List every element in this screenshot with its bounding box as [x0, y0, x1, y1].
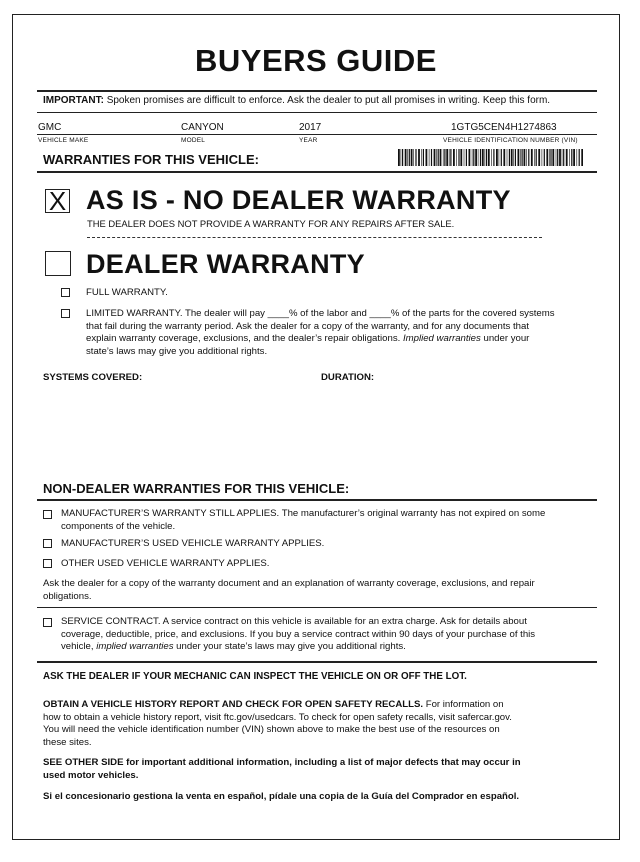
history-line: these sites.	[43, 736, 92, 748]
mfr-warranty-line: components of the vehicle.	[61, 520, 176, 532]
history-line	[43, 699, 603, 712]
barcode-bar	[531, 149, 533, 166]
barcode-bar	[562, 149, 563, 166]
barcode-bar	[488, 149, 490, 166]
barcode-bar	[522, 149, 523, 166]
barcode-bar	[466, 149, 467, 166]
implied-warranties-rest: under your	[480, 333, 530, 344]
barcode-bar	[478, 149, 479, 166]
vehicle-vin-label: VEHICLE IDENTIFICATION NUMBER (VIN)	[443, 137, 578, 144]
limited-warranty-line: state’s laws may give you additional rights.	[86, 345, 268, 357]
barcode-bar	[518, 149, 520, 166]
barcode-bar	[501, 149, 502, 166]
other-side-line	[43, 757, 603, 770]
barcode-bar	[405, 149, 407, 166]
barcode-bar	[411, 149, 413, 166]
barcode-bar	[571, 149, 572, 166]
barcode-bar	[577, 149, 578, 166]
barcode-bar	[528, 149, 529, 166]
history-bold: OBTAIN A VEHICLE HISTORY REPORT AND CHECK FOR OPEN SAFETY RECALLS.	[43, 699, 424, 710]
mfr-used-warranty-label: MANUFACTURER’S USED VEHICLE WARRANTY APPLIES.	[61, 538, 325, 549]
barcode-bar	[485, 149, 486, 166]
other-used-warranty-checkbox[interactable]	[43, 559, 52, 568]
barcode-bar	[440, 149, 442, 166]
service-contract-line: SERVICE CONTRACT. A service contract on this vehicle is available for an extra charge. Ask for details about	[61, 616, 527, 627]
barcode-bar	[482, 149, 484, 166]
as-is-subtitle: THE DEALER DOES NOT PROVIDE A WARRANTY FOR ANY REPAIRS AFTER SALE.	[87, 218, 455, 229]
barcode-bar	[569, 149, 570, 166]
systems-covered-label: SYSTEMS COVERED:	[43, 372, 143, 383]
limited-warranty-checkbox[interactable]	[61, 309, 70, 318]
vehicle-year-value: 2017	[299, 122, 322, 133]
buyers-guide-form	[12, 14, 620, 840]
barcode-bar	[557, 149, 558, 166]
divider	[37, 171, 597, 173]
barcode-bar	[491, 149, 492, 166]
barcode-bar	[526, 149, 527, 166]
barcode-bar	[496, 149, 498, 166]
limited-warranty-line	[86, 333, 596, 346]
barcode-bar	[472, 149, 473, 166]
barcode-bar	[486, 149, 487, 166]
barcode-bar	[556, 149, 557, 166]
implied-warranties-italic: Implied warranties	[402, 333, 481, 344]
barcode-bar	[415, 149, 416, 166]
barcode-bar	[581, 149, 583, 166]
barcode-bar	[475, 149, 477, 166]
vehicle-history-section	[43, 699, 603, 749]
warranties-heading: WARRANTIES FOR THIS VEHICLE:	[43, 152, 259, 167]
ask-dealer-line: Ask the dealer for a copy of the warranty document and an explanation of warranty coverage, exclusions, and repair	[43, 578, 535, 589]
limited-warranty-line-text: explain warranty coverage, exclusions, and the dealer’s repair obligations.	[86, 333, 401, 344]
service-contract-line	[61, 641, 535, 654]
barcode-bar	[509, 149, 510, 166]
barcode-bar	[493, 149, 494, 166]
barcode-bar	[444, 149, 445, 166]
barcode-bar	[446, 149, 448, 166]
vehicle-make-label: VEHICLE MAKE	[38, 137, 89, 144]
vehicle-year-label: YEAR	[299, 137, 318, 144]
barcode-bar	[402, 149, 403, 166]
barcode-bar	[453, 149, 455, 166]
barcode-bar	[431, 149, 432, 166]
implied-warranties-italic: implied warranties	[96, 641, 174, 652]
mfr-used-warranty-checkbox[interactable]	[43, 539, 52, 548]
barcode-bar	[515, 149, 516, 166]
limited-warranty-text	[86, 308, 596, 358]
barcode-bar	[538, 149, 540, 166]
dashed-divider	[87, 237, 542, 238]
vin-barcode	[398, 149, 583, 166]
barcode-bar	[449, 149, 450, 166]
barcode-bar	[458, 149, 459, 166]
history-line: how to obtain a vehicle history report, visit ftc.gov/usedcars. To check for open safety recalls, visit safercar.gov.	[43, 711, 512, 723]
barcode-bar	[426, 149, 428, 166]
barcode-bar	[438, 149, 439, 166]
barcode-bar	[507, 149, 508, 166]
other-side-bold: SEE OTHER SIDE	[43, 757, 124, 768]
vehicle-info-line	[37, 134, 597, 135]
full-warranty-checkbox[interactable]	[61, 288, 70, 297]
important-text: Spoken promises are difficult to enforce. Ask the dealer to put all promises in writing. Keep this form.	[106, 95, 551, 106]
checked-x-mark: X	[48, 186, 67, 216]
divider	[37, 499, 597, 501]
barcode-bar	[443, 149, 444, 166]
history-rest: For information on	[423, 699, 504, 710]
barcode-bar	[550, 149, 551, 166]
mfr-warranty-still-applies-text	[61, 508, 545, 533]
important-notice	[43, 95, 550, 106]
barcode-bar	[460, 149, 462, 166]
barcode-bar	[398, 149, 400, 166]
divider	[37, 661, 597, 663]
barcode-bar	[429, 149, 430, 166]
see-other-side-notice	[43, 757, 603, 782]
barcode-bar	[464, 149, 465, 166]
dealer-warranty-checkbox[interactable]	[45, 251, 71, 276]
barcode-bar	[549, 149, 550, 166]
barcode-bar	[563, 149, 564, 166]
barcode-bar	[536, 149, 537, 166]
dealer-warranty-title: DEALER WARRANTY	[86, 249, 365, 279]
service-contract-line3-post: under your state’s laws may give you additional rights.	[173, 641, 406, 652]
barcode-bar	[469, 149, 471, 166]
other-side-rest: for important additional information, including a list of major defects that may occur in	[123, 757, 521, 768]
barcode-bar	[573, 149, 575, 166]
mechanic-inspection-notice: ASK THE DEALER IF YOUR MECHANIC CAN INSPECT THE VEHICLE ON OR OFF THE LOT.	[43, 671, 467, 682]
barcode-bar	[534, 149, 535, 166]
divider	[37, 90, 597, 92]
service-contract-line3-pre: vehicle,	[61, 641, 97, 652]
important-label: IMPORTANT:	[43, 95, 104, 106]
barcode-bar	[423, 149, 424, 166]
limited-warranty-line: that fail during the warranty period. Ask the dealer for a copy of the warranty, and for any documents that	[86, 320, 529, 332]
barcode-bar	[421, 149, 422, 166]
barcode-bar	[450, 149, 451, 166]
barcode-bar	[524, 149, 526, 166]
barcode-bar	[566, 149, 568, 166]
barcode-bar	[579, 149, 580, 166]
barcode-bar	[413, 149, 414, 166]
vehicle-model-label: MODEL	[181, 137, 206, 144]
non-dealer-heading: NON-DEALER WARRANTIES FOR THIS VEHICLE:	[43, 481, 350, 496]
barcode-bar	[503, 149, 505, 166]
as-is-title: AS IS - NO DEALER WARRANTY	[86, 185, 511, 215]
limited-warranty-line: LIMITED WARRANTY. The dealer will pay ____% of the labor and ____% of the parts for the covered systems	[86, 308, 555, 319]
as-is-checkbox[interactable]	[45, 186, 70, 216]
duration-label: DURATION:	[321, 372, 375, 383]
spanish-notice: Si el concesionario gestiona la venta en español, pídale una copia de la Guía del Comprador en español.	[43, 791, 520, 802]
barcode-bar	[473, 149, 474, 166]
other-used-warranty-label: OTHER USED VEHICLE WARRANTY APPLIES.	[61, 558, 270, 569]
barcode-bar	[456, 149, 457, 166]
barcode-bar	[434, 149, 436, 166]
service-contract-text	[61, 616, 535, 654]
barcode-bar	[520, 149, 521, 166]
mfr-warranty-still-applies-checkbox[interactable]	[43, 510, 52, 519]
vehicle-vin-value: 1GTG5CEN4H1274863	[451, 122, 557, 133]
ask-dealer-copy-text	[43, 578, 535, 603]
divider	[37, 607, 597, 608]
vehicle-model-value: CANYON	[181, 122, 224, 133]
barcode-bar	[552, 149, 554, 166]
history-line: You will need the vehicle identification number (VIN) shown above to make the best use of the resources on	[43, 724, 500, 735]
barcode-bar	[544, 149, 545, 166]
barcode-bar	[409, 149, 410, 166]
barcode-bar	[418, 149, 420, 166]
mfr-warranty-line: MANUFACTURER’S WARRANTY STILL APPLIES. The manufacturer’s original warranty has not expired on some	[61, 508, 546, 519]
other-side-line: used motor vehicles.	[43, 769, 139, 781]
full-warranty-label: FULL WARRANTY.	[86, 287, 168, 298]
barcode-bar	[436, 149, 437, 166]
barcode-bar	[511, 149, 513, 166]
barcode-bar	[559, 149, 561, 166]
barcode-bar	[546, 149, 548, 166]
barcode-bar	[407, 149, 408, 166]
divider	[37, 112, 597, 113]
barcode-bar	[480, 149, 481, 166]
barcode-bar	[542, 149, 543, 166]
barcode-bar	[513, 149, 514, 166]
page-title: BUYERS GUIDE	[195, 43, 437, 78]
service-contract-line: coverage, deductible, price, and exclusions. If you buy a service contract within 90 days of your purchase of this	[61, 628, 536, 640]
ask-dealer-line: obligations.	[43, 590, 92, 602]
barcode-bar	[401, 149, 402, 166]
barcode-bar	[499, 149, 500, 166]
vehicle-make-value: GMC	[38, 122, 62, 133]
service-contract-checkbox[interactable]	[43, 618, 52, 627]
